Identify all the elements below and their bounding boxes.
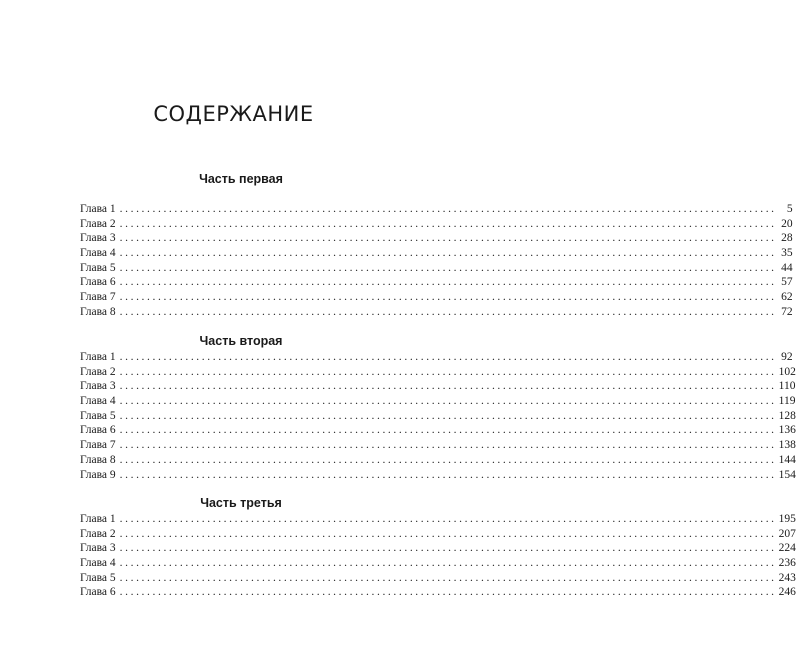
toc-entry-page: 207	[778, 527, 796, 540]
toc-entry[interactable]	[80, 290, 793, 305]
toc-entry-label: Глава 4	[80, 557, 116, 570]
toc-entry[interactable]	[80, 541, 796, 556]
toc-entry-label: Глава 3	[80, 380, 116, 393]
toc-entry-label: Глава 1	[80, 351, 116, 363]
toc-entry[interactable]	[80, 261, 793, 276]
dot-leader: ........................................................................................................................	[119, 409, 777, 422]
toc-entry-page: 110	[778, 380, 796, 393]
toc-entry-label: Глава 7	[80, 439, 116, 452]
toc-entry-page: 236	[778, 557, 796, 570]
toc-entry[interactable]	[80, 556, 796, 571]
part-heading: Часть первая	[199, 172, 283, 186]
toc-entry-label: Глава 3	[80, 232, 116, 245]
toc-entry-label: Глава 4	[80, 395, 116, 408]
toc-entry-label: Глава 5	[80, 409, 116, 422]
dot-leader: ........................................................................................................................	[119, 305, 777, 318]
toc-entry-page: 72	[781, 305, 793, 318]
toc-entry-label: Глава 2	[80, 365, 116, 378]
toc-entry-label: Глава 8	[80, 453, 116, 466]
dot-leader: ........................................................................................................................	[119, 527, 777, 540]
dot-leader: ........................................................................................................................	[119, 468, 777, 481]
toc-entry-page: 28	[781, 232, 793, 245]
toc-entry-page: 246	[778, 586, 796, 599]
dot-leader: ........................................................................................................................	[119, 557, 777, 570]
toc-entry-page: 136	[778, 424, 796, 437]
toc-entry-page: 62	[781, 291, 793, 304]
dot-leader: ........................................................................................................................	[119, 276, 777, 289]
toc-part-3	[80, 495, 796, 600]
toc-entry-label: Глава 1	[80, 203, 116, 215]
toc-entry-label: Глава 6	[80, 424, 116, 437]
toc-entry[interactable]	[80, 217, 793, 232]
dot-leader: ........................................................................................................................	[119, 380, 777, 393]
dot-leader: ........................................................................................................................	[119, 453, 777, 466]
toc-entry-label: Глава 9	[80, 468, 116, 481]
toc-entry-page: 92	[781, 351, 793, 363]
toc-entry[interactable]	[80, 468, 796, 483]
toc-part-2	[80, 333, 796, 482]
dot-leader: ........................................................................................................................	[119, 365, 777, 378]
toc-entry-page: 35	[781, 247, 793, 260]
dot-leader: ........................................................................................................................	[119, 424, 777, 437]
toc-entry-label: Глава 5	[80, 261, 116, 274]
toc-entry-page: 57	[781, 276, 793, 289]
dot-leader: ........................................................................................................................	[119, 247, 777, 260]
dot-leader: ........................................................................................................................	[119, 217, 777, 230]
dot-leader: ........................................................................................................................	[119, 232, 777, 245]
dot-leader: ........................................................................................................................	[119, 203, 777, 215]
toc-entry[interactable]	[80, 202, 793, 217]
toc-entry[interactable]	[80, 365, 796, 380]
toc-entry-page: 138	[778, 439, 796, 452]
toc-entry[interactable]	[80, 585, 796, 600]
toc-entry-label: Глава 1	[80, 513, 116, 525]
toc-entry[interactable]	[80, 438, 796, 453]
dot-leader: ........................................................................................................................	[119, 261, 777, 274]
toc-entry[interactable]	[80, 394, 796, 409]
toc-entry[interactable]	[80, 423, 796, 438]
toc-entry-page: 195	[778, 513, 796, 525]
dot-leader: ........................................................................................................................	[119, 351, 777, 363]
toc-entry-label: Глава 5	[80, 571, 116, 584]
toc-entry[interactable]	[80, 512, 796, 527]
part-heading: Часть вторая	[199, 334, 283, 348]
toc-entry-page: 102	[778, 365, 796, 378]
dot-leader: ........................................................................................................................	[119, 542, 777, 555]
toc-entry[interactable]	[80, 231, 793, 246]
toc-entry[interactable]	[80, 275, 793, 290]
dot-leader: ........................................................................................................................	[119, 395, 777, 408]
toc-entry-label: Глава 6	[80, 276, 116, 289]
toc-entry-page: 119	[778, 395, 796, 408]
toc-entry-label: Глава 2	[80, 527, 116, 540]
toc-entry[interactable]	[80, 527, 796, 542]
toc-entry[interactable]	[80, 409, 796, 424]
page-title: СОДЕРЖАНИЕ	[153, 102, 314, 126]
dot-leader: ........................................................................................................................	[119, 586, 777, 599]
toc-entry-label: Глава 3	[80, 542, 116, 555]
toc-entry[interactable]	[80, 305, 793, 320]
dot-leader: ........................................................................................................................	[119, 513, 777, 525]
dot-leader: ........................................................................................................................	[119, 291, 777, 304]
toc-entry-page: 154	[778, 468, 796, 481]
toc-entry[interactable]	[80, 379, 796, 394]
dot-leader: ........................................................................................................................	[119, 439, 777, 452]
toc-entry-label: Глава 2	[80, 217, 116, 230]
toc-entry-page: 44	[781, 261, 793, 274]
toc-entry-page: 128	[778, 409, 796, 422]
toc-entry[interactable]	[80, 246, 793, 261]
toc-entry-page: 144	[778, 453, 796, 466]
toc-entry[interactable]	[80, 350, 793, 365]
toc-entry[interactable]	[80, 453, 796, 468]
toc-entry-page: 5	[786, 203, 793, 215]
toc-entry-label: Глава 7	[80, 291, 116, 304]
toc-entry-page: 20	[781, 217, 793, 230]
toc-entry-page: 224	[778, 542, 796, 555]
toc-part-1	[80, 171, 793, 320]
toc-entry-label: Глава 6	[80, 586, 116, 599]
toc-entry-page: 243	[778, 571, 796, 584]
toc-entry-label: Глава 8	[80, 305, 116, 318]
toc-entry-label: Глава 4	[80, 247, 116, 260]
part-heading: Часть третья	[200, 496, 282, 510]
toc-entry[interactable]	[80, 571, 796, 586]
dot-leader: ........................................................................................................................	[119, 571, 777, 584]
